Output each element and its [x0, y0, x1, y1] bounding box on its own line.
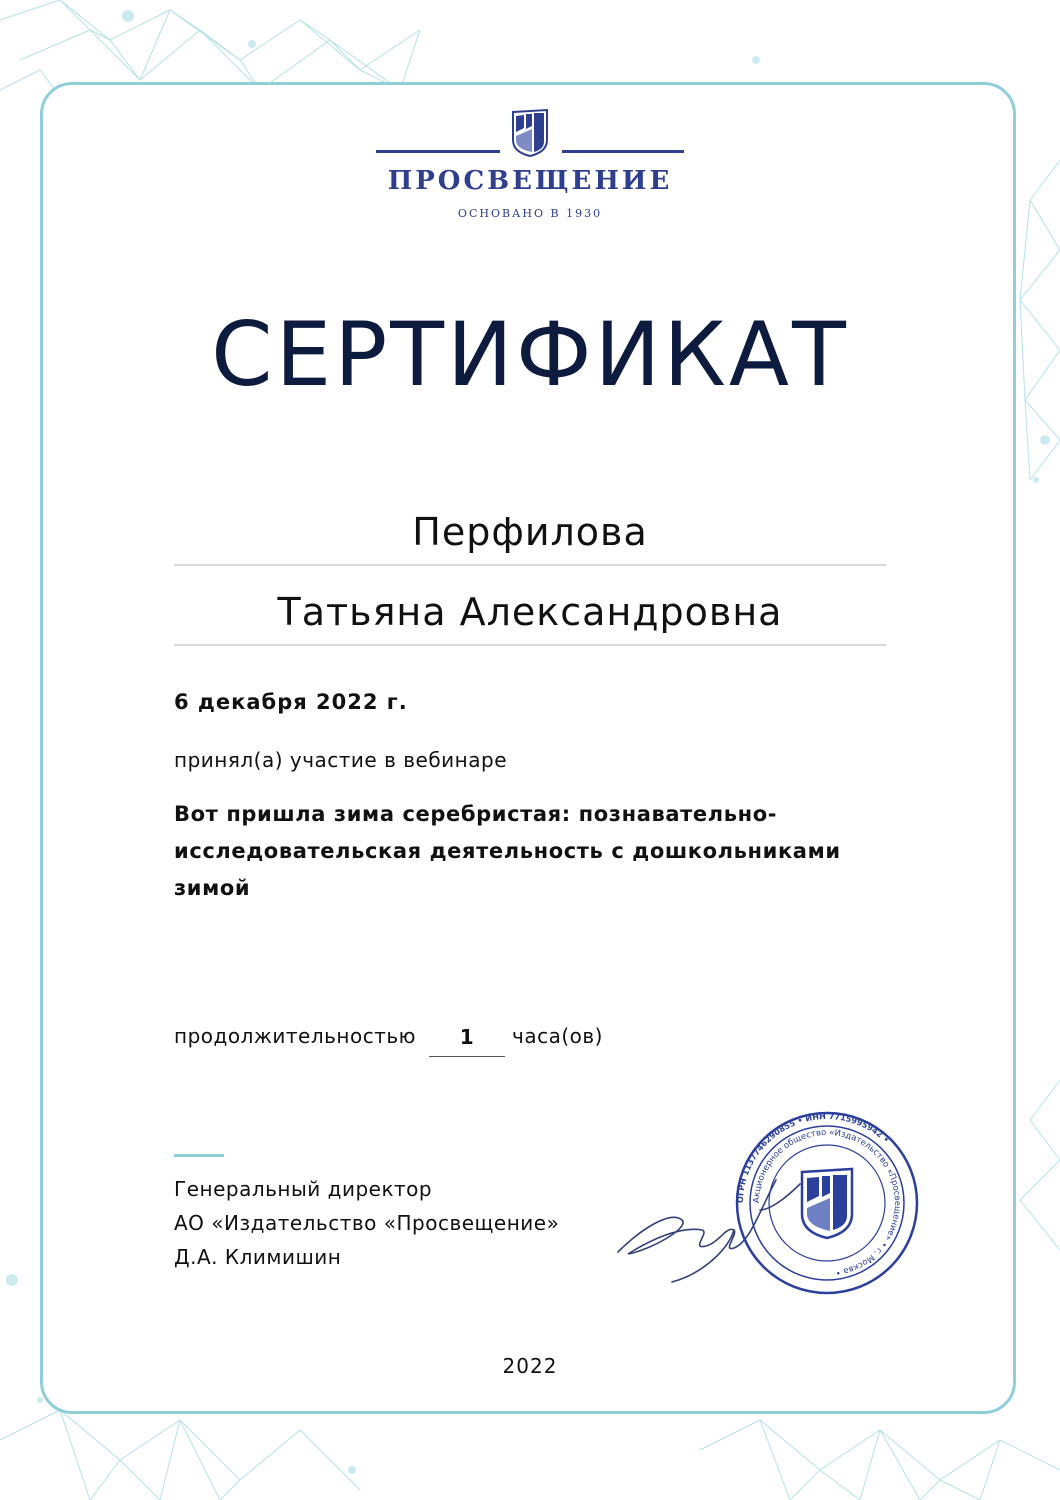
logo-left-rule [376, 150, 500, 153]
signatory-name: Д.А. Климишин [174, 1245, 342, 1269]
duration-label: продолжительностью [174, 1024, 416, 1048]
shield-icon [510, 108, 550, 158]
company-seal-stamp [734, 1110, 920, 1296]
event-date: 6 декабря 2022 г. [174, 690, 408, 714]
certificate-title: СЕРТИФИКАТ [211, 303, 849, 406]
logo-subtitle: ОСНОВАНО В 1930 [457, 207, 603, 220]
recipient-surname: Перфилова [174, 500, 886, 566]
seal-outer-text: ОГРН 1137746290855 • ИНН 7715995942 • [735, 1111, 891, 1204]
certificate-year: 2022 [502, 1354, 558, 1378]
signatory-position: Генеральный директор [174, 1177, 433, 1201]
seal-ring-text: Акционерное общество «Издательство «Просвещение» • г. Москва • [751, 1127, 903, 1278]
signatory-block [174, 1172, 559, 1274]
duration-unit: часа(ов) [512, 1024, 603, 1048]
signature-divider [174, 1154, 224, 1157]
duration-value: 1 [429, 1022, 505, 1057]
webinar-title: Вот пришла зима серебристая: познавательно-исследовательская деятельность с дошкольниками зимой [174, 802, 841, 900]
recipient-given-names: Татьяна Александровна [174, 580, 886, 646]
participation-text: принял(а) участие в вебинаре [174, 748, 507, 772]
logo-right-rule [562, 150, 684, 153]
seal-shield-icon [802, 1169, 852, 1238]
publisher-logo [370, 108, 690, 228]
signatory-company: АО «Издательство «Просвещение» [174, 1211, 560, 1235]
logo-name: ПРОСВЕЩЕНИЕ [387, 166, 673, 196]
